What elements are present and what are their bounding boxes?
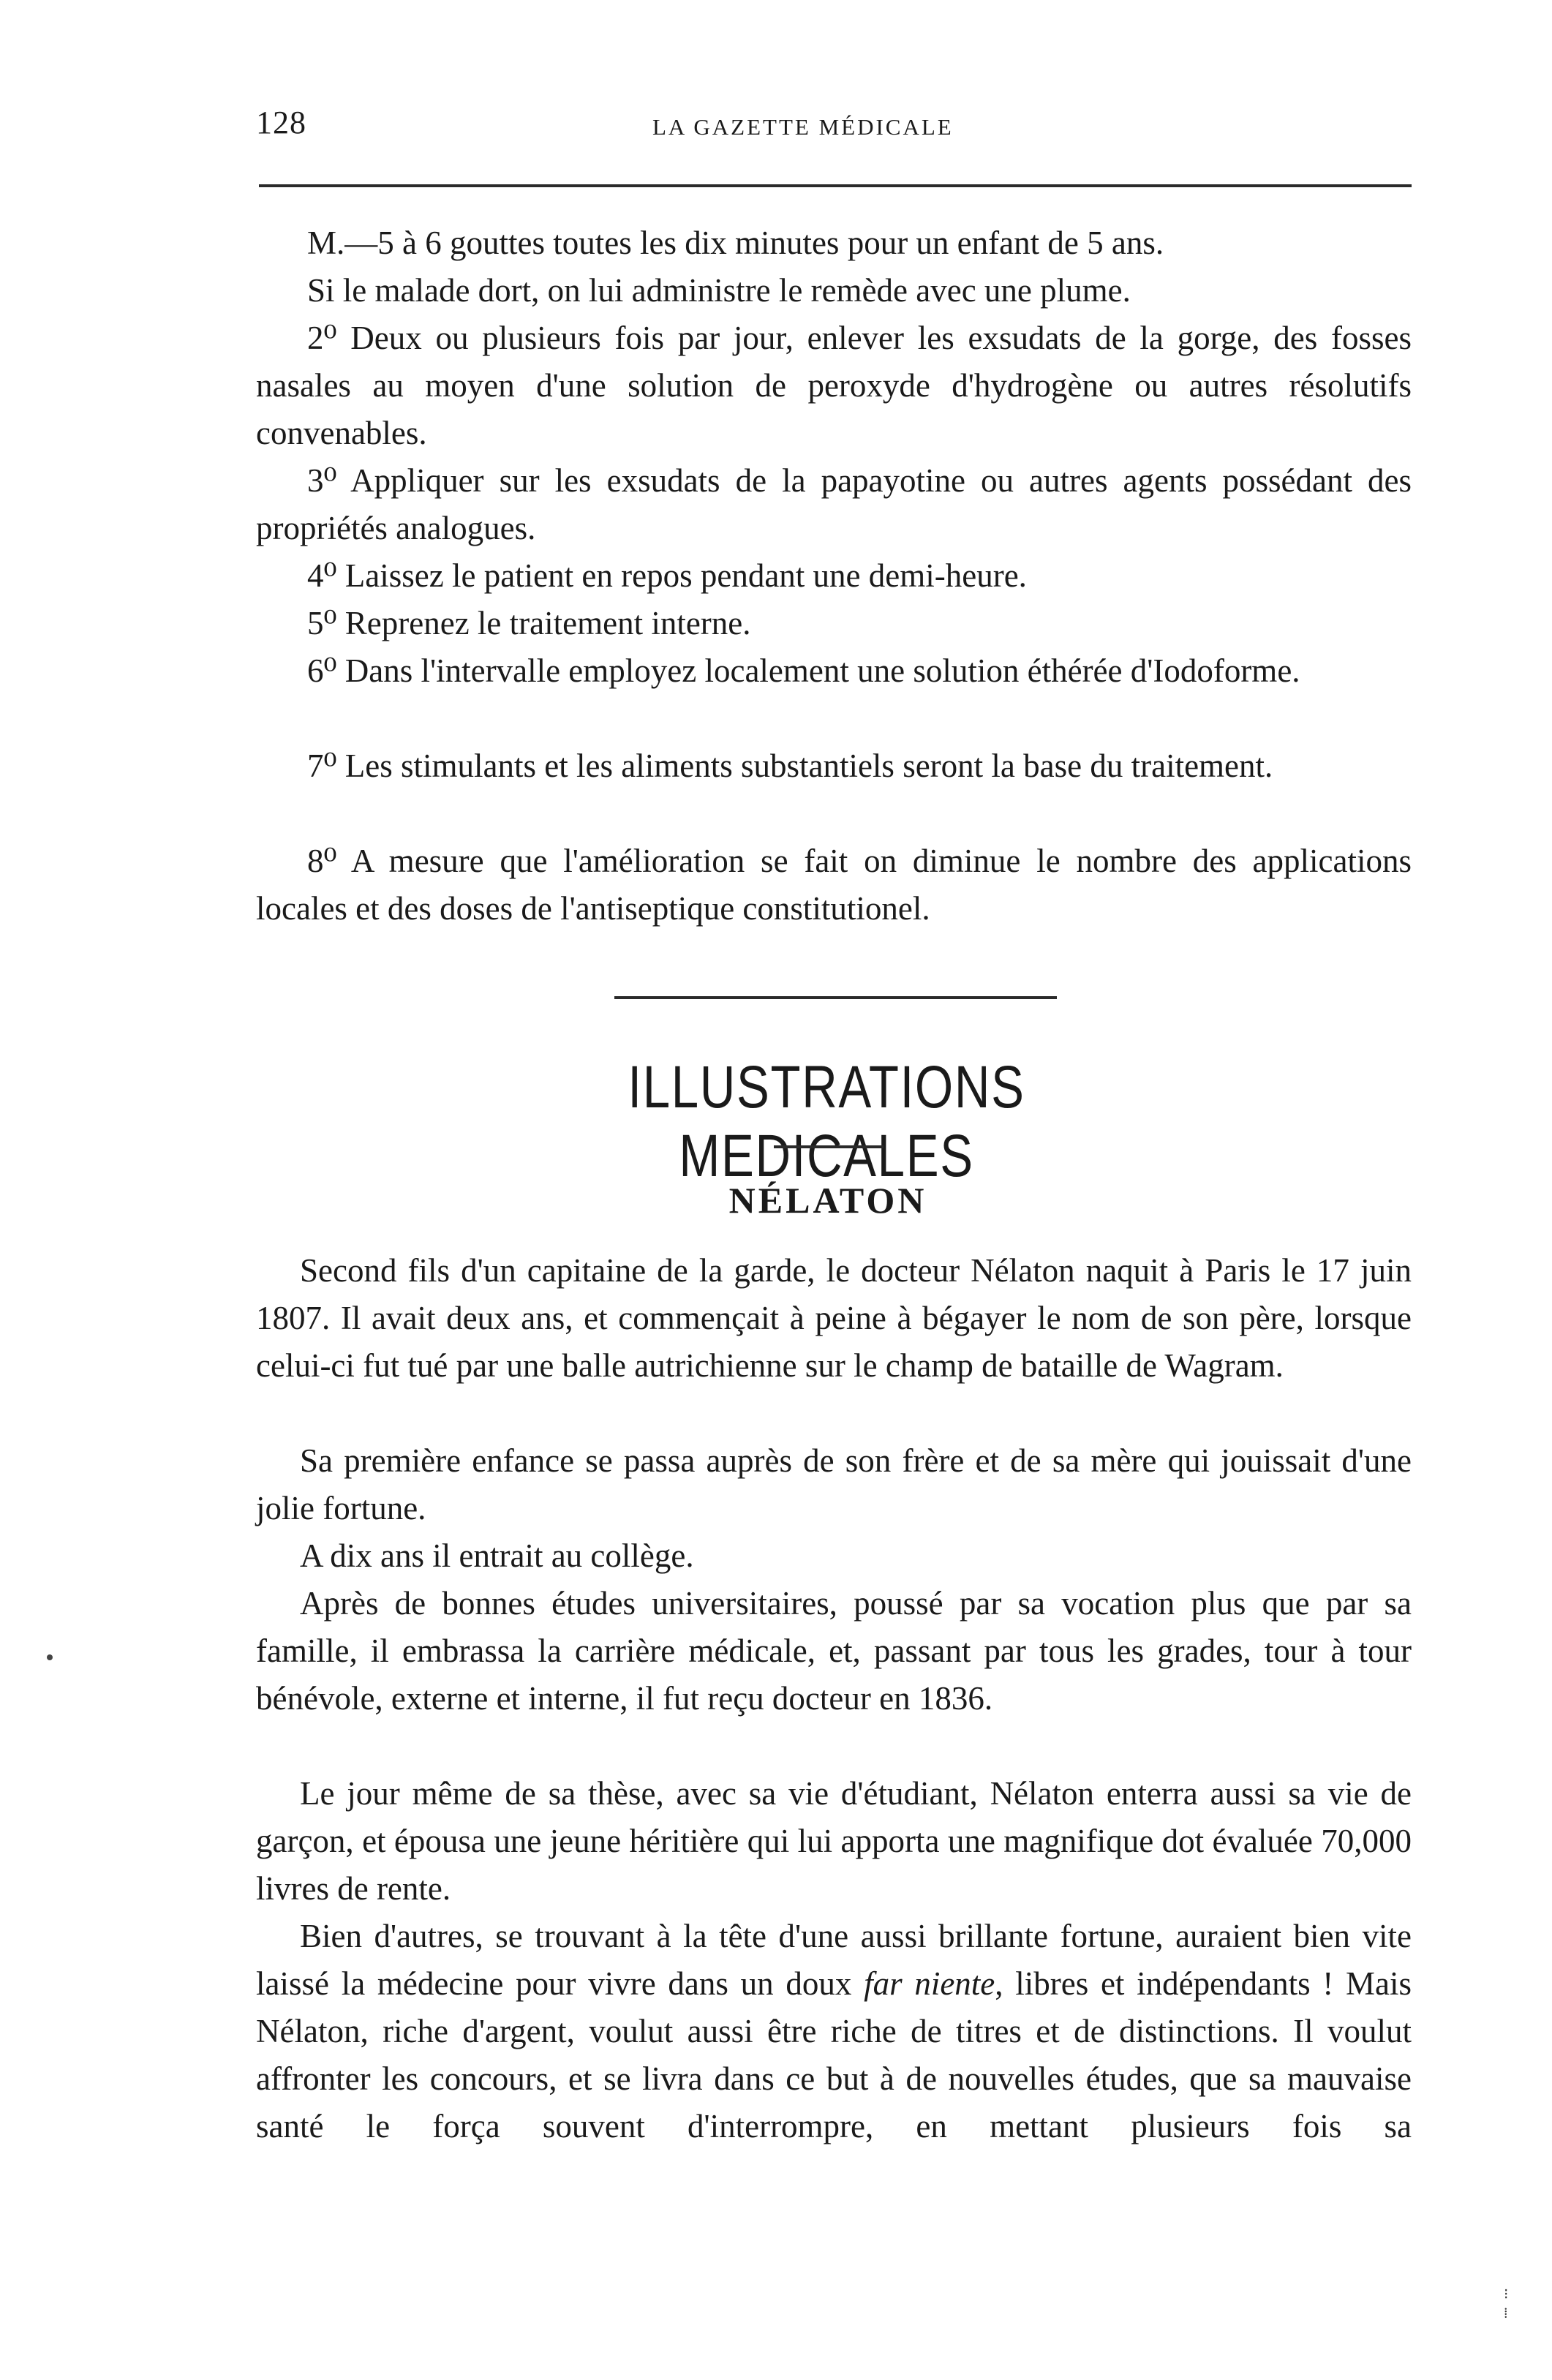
section-divider: [614, 996, 1057, 999]
treatment-step: 8⁰ A mesure que l'amélioration se fait on diminue le nombre des applications locales et des doses de l'antiseptique constitutionel.: [256, 843, 1412, 927]
treatment-step: 3⁰ Appliquer sur les exsudats de la papayotine ou autres agents possédant des propriétés analogues.: [256, 462, 1412, 546]
article-paragraph: Second fils d'un capitaine de la garde, le docteur Nélaton naquit à Paris le 17 juin 1807. Il avait deux ans, et commençait à peine à bégayer le nom de son père, lorsque celui-ci fut tué par une balle autrichienne sur le champ de bataille de Wagram.: [256, 1252, 1412, 1384]
title-rule: [774, 1145, 884, 1148]
italic-phrase: far niente: [864, 1965, 995, 2002]
header-rule: [259, 184, 1412, 187]
treatment-step: 6⁰ Dans l'intervalle employez localement une solution éthérée d'Iodoforme.: [307, 652, 1300, 689]
treatment-step: 4⁰ Laissez le patient en repos pendant une demi-heure.: [307, 557, 1027, 594]
page-number: 128: [256, 105, 306, 140]
treatment-step: 2⁰ Deux ou plusieurs fois par jour, enlever les exsudats de la gorge, des fosses nasales au moyen d'une solution de peroxyde d'hydrogène ou autres résolutifs convenables.: [256, 320, 1412, 451]
article-text: Bien d'autres, se trouvant à la tête d'une aussi brillante fortune, auraient bien vite laissé la médecine pour vivre dans un doux: [256, 1918, 1412, 2002]
running-title: LA GAZETTE MÉDICALE: [652, 114, 954, 140]
article-paragraph: [256, 1913, 1412, 2150]
article-paragraph: Le jour même de sa thèse, avec sa vie d'étudiant, Nélaton enterra aussi sa vie de garçon, et épousa une jeune héritière qui lui apporta une magnifique dot évaluée 70,000 livres de rente.: [256, 1775, 1412, 1907]
article-paragraph: Sa première enfance se passa auprès de son frère et de sa mère qui jouissait d'une jolie fortune.: [256, 1442, 1412, 1526]
treatment-step: 5⁰ Reprenez le traitement interne.: [307, 605, 751, 641]
treatment-line: M.—5 à 6 gouttes toutes les dix minutes pour un enfant de 5 ans.: [307, 225, 1164, 261]
article-paragraph: Après de bonnes études universitaires, poussé par sa vocation plus que par sa famille, il embrassa la carrière médicale, et, passant par tous les grades, tour à tour bénévole, externe et interne, il fut reçu docteur en 1836.: [256, 1585, 1412, 1717]
treatment-line: Si le malade dort, on lui administre le remède avec une plume.: [307, 272, 1131, 309]
page-mark-icon: ⁝ ⁞: [1504, 2286, 1509, 2321]
article-paragraph: A dix ans il entrait au collège.: [300, 1537, 694, 1574]
treatment-step: 7⁰ Les stimulants et les aliments substantiels seront la base du traitement.: [307, 747, 1273, 784]
subsection-title: NÉLATON: [728, 1180, 927, 1221]
article-text: , libres et indépendants ! Mais Nélaton, riche d'argent, voulut aussi être riche de titres et de distinctions. Il voulut affronter les concours, et se livra dans ce but à de nouvelles études, que sa mauvaise santé le força souvent d'interrompre, en mettant plusieurs fois sa: [256, 1965, 1412, 2144]
margin-dot: [47, 1654, 53, 1660]
section-title: ILLUSTRATIONS MEDICALES: [628, 1054, 1025, 1189]
